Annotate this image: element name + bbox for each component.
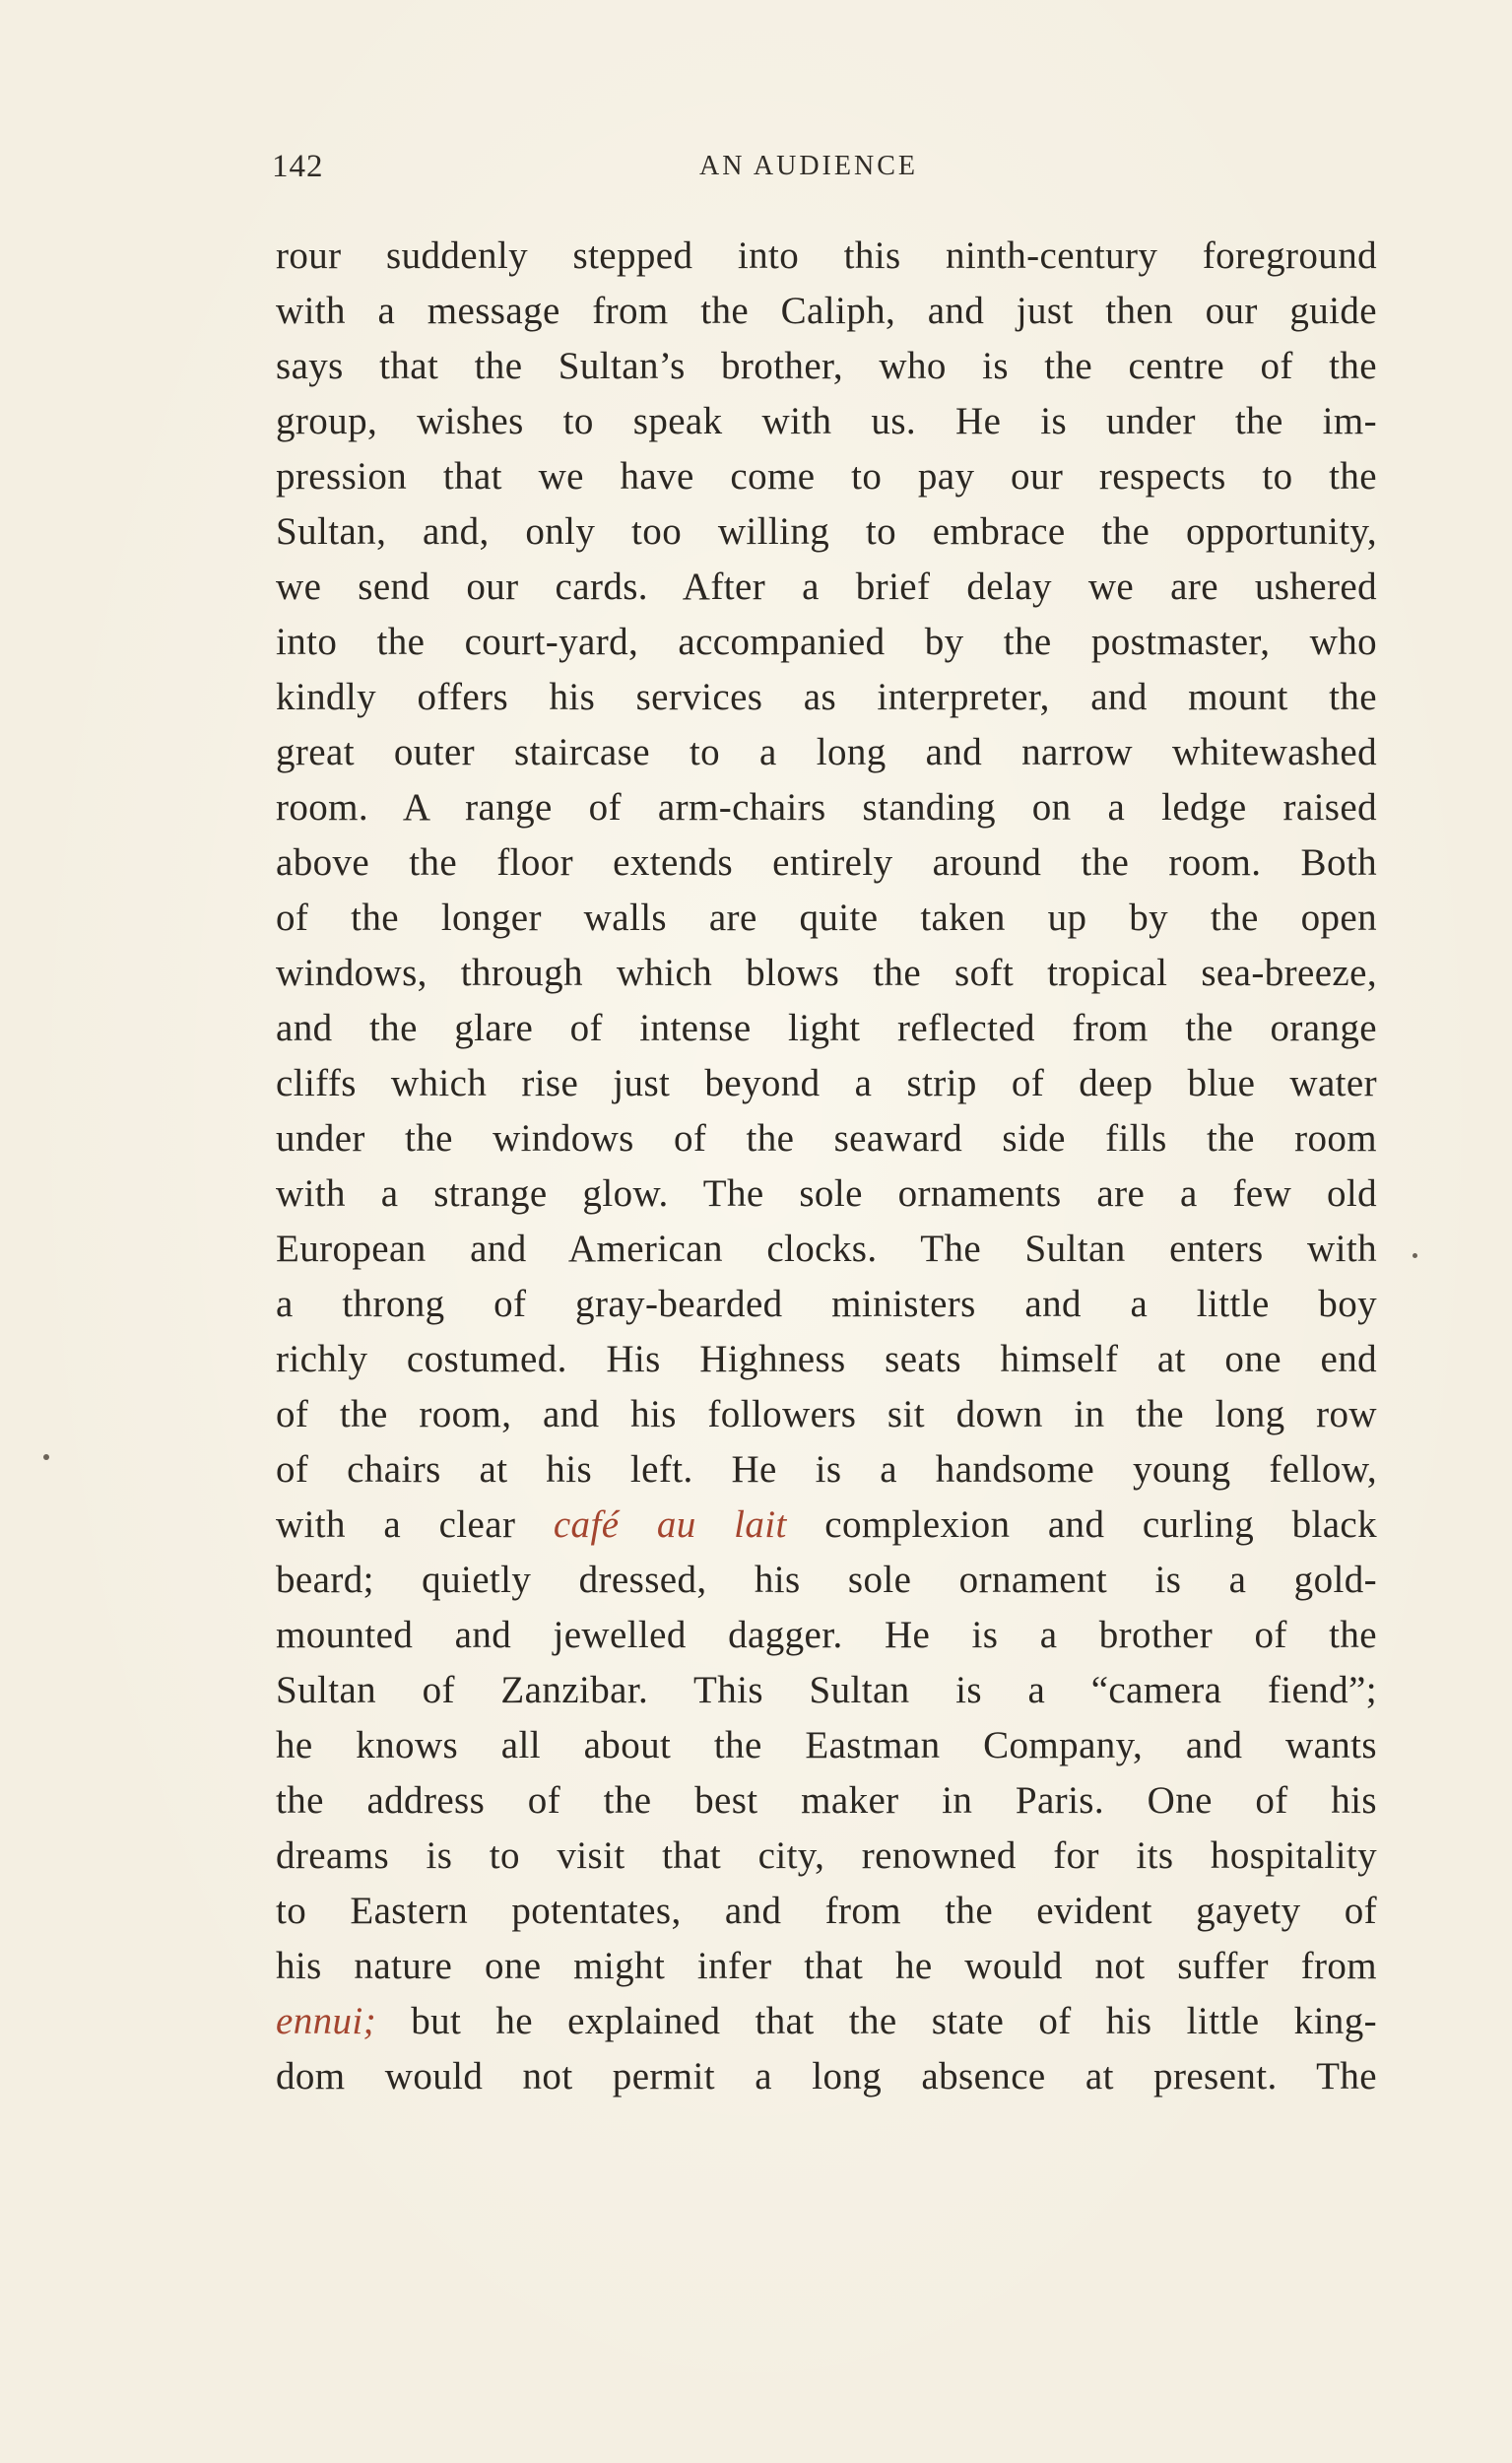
ink-speck <box>1413 1253 1417 1258</box>
text-line-with-italic <box>276 1994 1377 2049</box>
text-line: Sultan, and, only too willing to embrace the opportunity, <box>276 510 1377 553</box>
text-line: beard; quietly dressed, his sole ornament is a gold- <box>276 1559 1377 1601</box>
text-line: room. A range of arm-chairs standing on a ledge raised <box>276 786 1377 829</box>
text-line: into the court-yard, accompanied by the postmaster, who <box>276 621 1377 663</box>
text-line: rour suddenly stepped into this ninth-century foreground <box>276 234 1377 277</box>
text-segment: with a clear <box>276 1503 516 1546</box>
text-line: kindly offers his services as interpreter, and mount the <box>276 676 1377 718</box>
text-line: cliffs which rise just beyond a strip of deep blue water <box>276 1062 1377 1104</box>
text-line: richly costumed. His Highness seats himself at one end <box>276 1338 1377 1380</box>
text-line: group, wishes to speak with us. He is under the im- <box>276 400 1377 442</box>
text-line-with-italic <box>276 1498 1377 1553</box>
text-line: of chairs at his left. He is a handsome young fellow, <box>276 1448 1377 1491</box>
text-line: the address of the best maker in Paris. One of his <box>276 1779 1377 1822</box>
page-header <box>272 149 1385 188</box>
text-line: of the longer walls are quite taken up by the open <box>276 897 1377 939</box>
body-text <box>276 229 1377 2104</box>
text-line: says that the Sultan’s brother, who is the centre of the <box>276 345 1377 387</box>
text-line: mounted and jewelled dagger. He is a brother of the <box>276 1614 1377 1656</box>
text-line: under the windows of the seaward side fills the room <box>276 1117 1377 1160</box>
text-line: a throng of gray-bearded ministers and a little boy <box>276 1283 1377 1325</box>
text-line: European and American clocks. The Sultan enters with <box>276 1228 1377 1270</box>
text-line: and the glare of intense light reflected from the orange <box>276 1007 1377 1049</box>
text-line: his nature one might infer that he would not suffer from <box>276 1945 1377 1987</box>
text-line: above the floor extends entirely around the room. Both <box>276 841 1377 884</box>
text-line: Sultan of Zanzibar. This Sultan is a “camera fiend”; <box>276 1669 1377 1711</box>
text-line: windows, through which blows the soft tropical sea-breeze, <box>276 952 1377 994</box>
text-line: dreams is to visit that city, renowned for its hospitality <box>276 1834 1377 1877</box>
italic-phrase: ennui; <box>276 2000 377 2042</box>
text-line: pression that we have come to pay our respects to the <box>276 455 1377 498</box>
text-line: to Eastern potentates, and from the evident gayety of <box>276 1890 1377 1932</box>
ink-speck <box>43 1454 49 1460</box>
text-line: he knows all about the Eastman Company, and wants <box>276 1724 1377 1766</box>
running-head: AN AUDIENCE <box>699 151 918 181</box>
text-line: great outer staircase to a long and narrow whitewashed <box>276 731 1377 773</box>
text-line: with a strange glow. The sole ornaments are a few old <box>276 1172 1377 1215</box>
page-number: 142 <box>272 149 324 184</box>
text-segment: but he explained that the state of his little king- <box>411 2000 1377 2042</box>
text-line: of the room, and his followers sit down in the long row <box>276 1393 1377 1435</box>
italic-phrase: café au lait <box>553 1503 787 1546</box>
text-line: dom would not permit a long absence at present. The <box>276 2055 1377 2097</box>
text-line: we send our cards. After a brief delay we are ushered <box>276 566 1377 608</box>
text-line: with a message from the Caliph, and just then our guide <box>276 290 1377 332</box>
text-segment: complexion and curling black <box>824 1503 1378 1546</box>
